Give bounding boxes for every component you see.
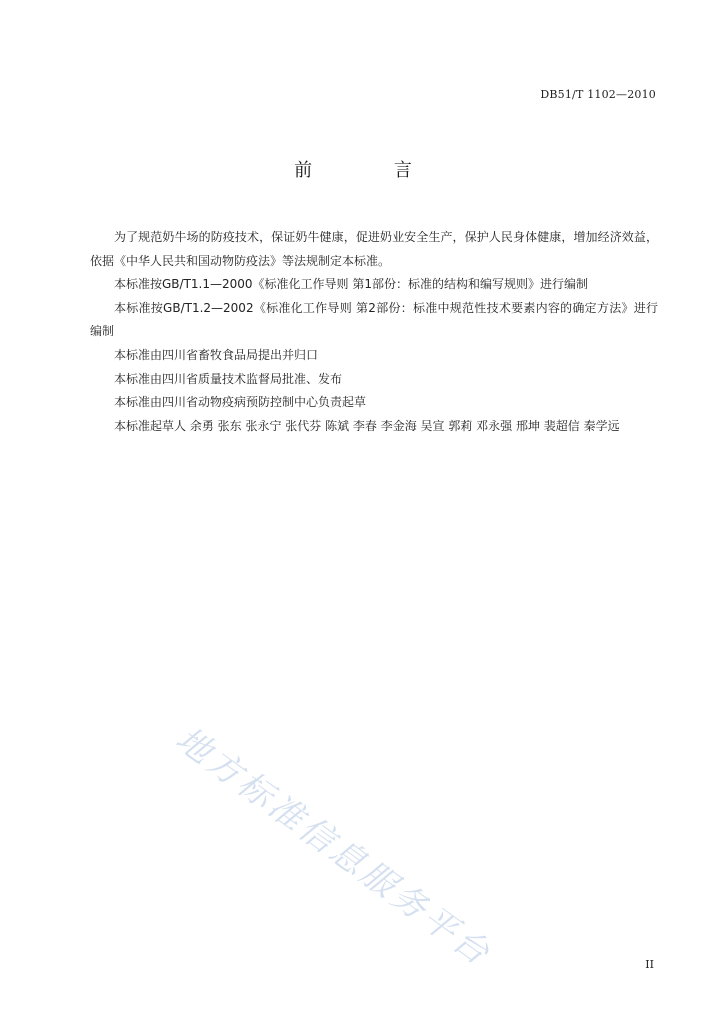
paragraph-approver: 本标准由四川省质量技术监督局批准、发布 — [114, 371, 343, 386]
document-code: DB51/T 1102—2010 — [540, 88, 656, 101]
paragraph-drafters: 本标准起草人 余勇 张东 张永宁 张代芬 陈斌 李春 李金海 吴宣 郭莉 邓永强 邢坤 裴超信 秦学远 — [114, 418, 620, 433]
paragraph-purpose: 为了规范奶牛场的防疫技术，保证奶牛健康，促进奶业安全生产，保护人民身体健康，增加经济效益，依据《中华人民共和国动物防疫法》等法规制定本标准。 — [90, 230, 658, 268]
watermark: 地方标准信息服务平台 — [168, 719, 500, 975]
paragraph-gb-t1-1: 本标准按GB/T1.1—2000《标准化工作导则 第1部份：标准的结构和编写规则》进行编制 — [114, 277, 588, 292]
page-number: II — [645, 958, 654, 971]
foreword-body — [90, 226, 658, 438]
paragraph-drafting-unit: 本标准由四川省动物疫病预防控制中心负责起草 — [114, 395, 367, 410]
page-title: 前 言 — [294, 160, 450, 181]
paragraph-gb-t1-2: 本标准按GB/T1.2—2002《标准化工作导则 第2部份：标准中规范性技术要素内容的确定方法》进行编制 — [90, 300, 658, 339]
paragraph-proposer: 本标准由四川省畜牧食品局提出并归口 — [114, 347, 319, 362]
